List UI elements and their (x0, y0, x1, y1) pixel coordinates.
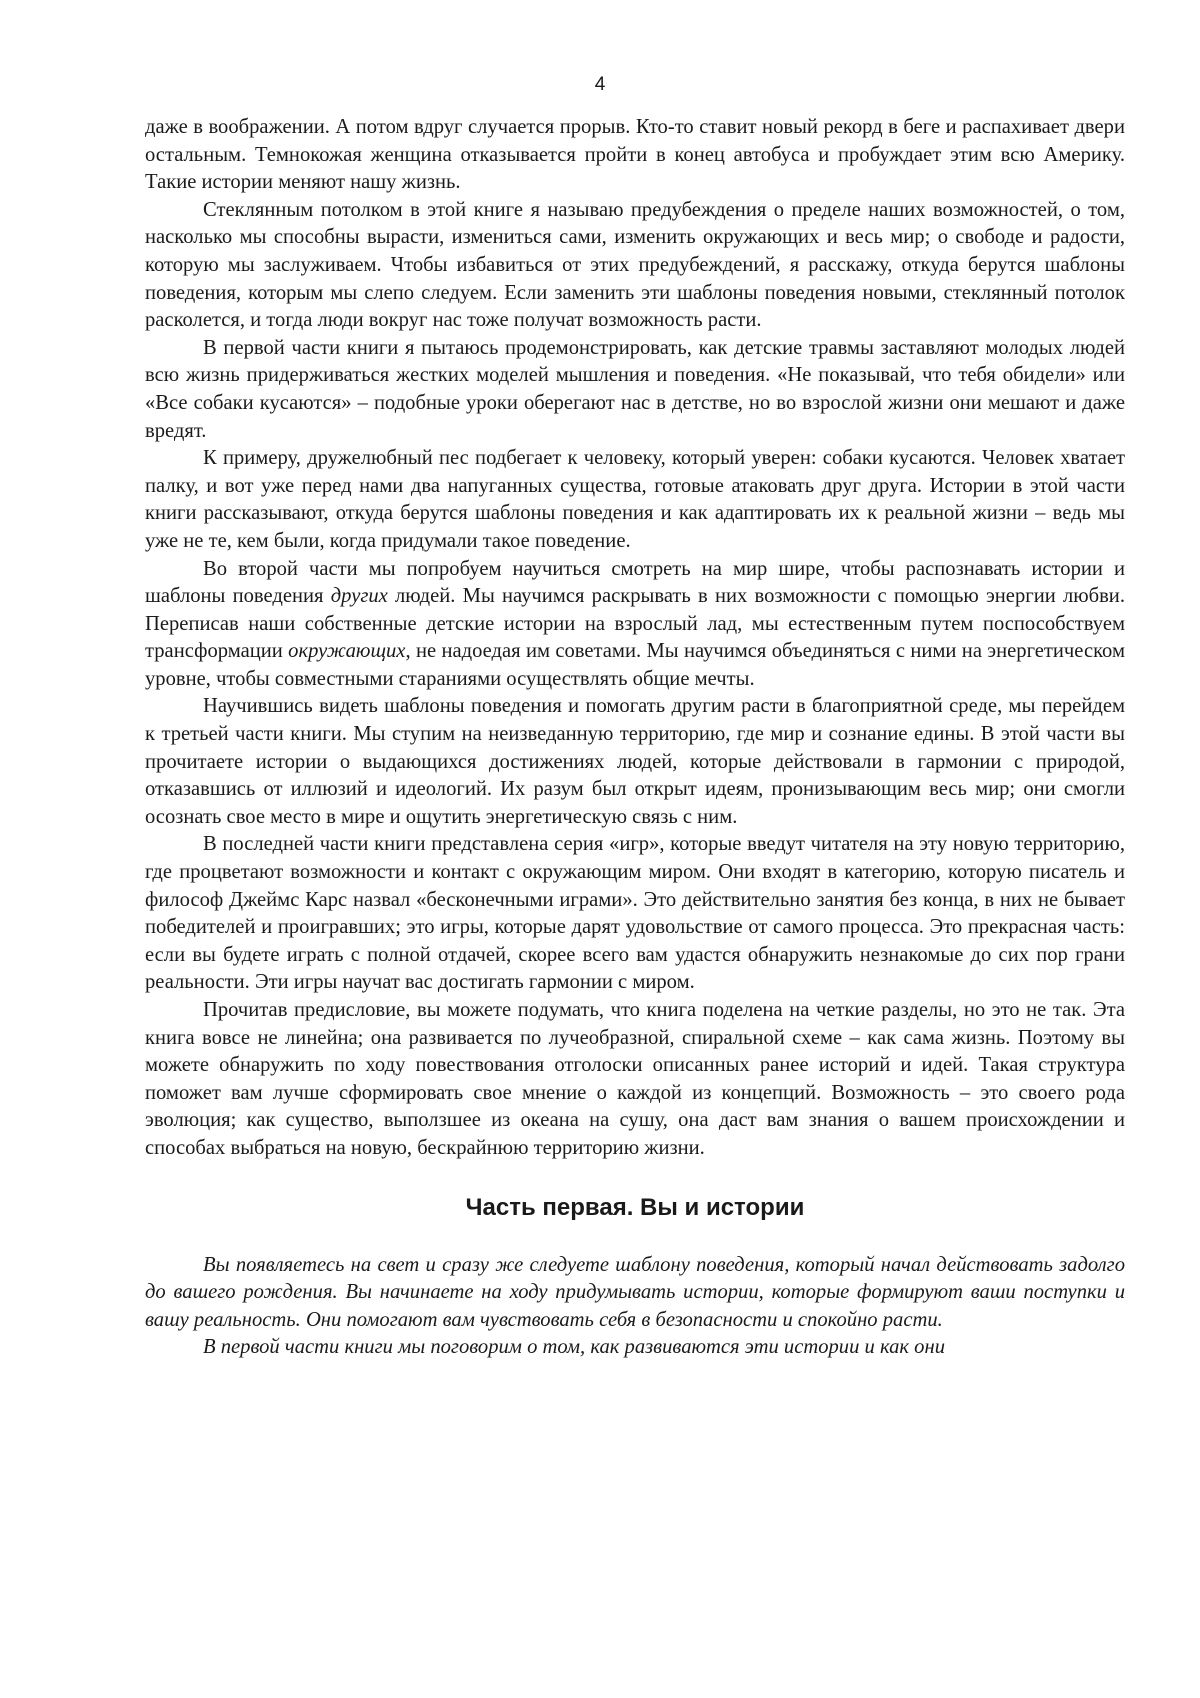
paragraph-glass-ceiling: Стеклянным потолком в этой книге я называю предубеждения о пределе наших возможностей, о том, насколько мы способны вырасти, измениться сами, изменить окружающих и весь мир; о свободе и радости, которую мы заслуживаем. Чтобы избавиться от этих предубеждений, я расскажу, откуда берутся шаблоны поведения, которым мы слепо следуем. Если заменить эти шаблоны поведения новыми, стеклянный потолок расколется, и тогда люди вокруг нас тоже получат возможность расти. (145, 198, 1125, 332)
paragraph-text-segment: людей. Мы научимся раскрывать в них возможности с помощью энергии любви. Переписав наши собственные детские истории на взрослый лад, мы естественным путем поспособствуем трансформации (145, 585, 1125, 663)
emphasis-others: других (330, 585, 388, 608)
paragraph-continuation: даже в воображении. А потом вдруг случается прорыв. Кто-то ставит новый рекорд в беге и распахивает двери остальным. Темнокожая женщина отказывается пройти в конец автобуса и пробуждает этим всю Америку. Такие истории меняют нашу жизнь. (145, 116, 1125, 194)
chapter-epigraph (145, 1252, 1125, 1362)
paragraph-part-two-overview (145, 556, 1125, 694)
epigraph-paragraph: Вы появляетесь на свет и сразу же следуете шаблону поведения, который начал действовать задолго до вашего рождения. Вы начинаете на ходу придумывать истории, которые формируют ваши поступки и вашу реальность. Они помогают вам чувствовать себя в безопасности и спокойно расти. (145, 1253, 1125, 1331)
paragraph-dog-example: К примеру, дружелюбный пес подбегает к человеку, который уверен: собаки кусаются. Человек хватает палку, и вот уже перед нами два напуганных существа, готовые атаковать друг друга. Истории в этой части книги рассказывают, откуда берутся шаблоны поведения и как адаптировать их к реальной жизни – ведь мы уже не те, кем были, когда придумали такое поведение. (145, 447, 1125, 552)
paragraph-games-overview: В последней части книги представлена серия «игр», которые введут читателя на эту новую территорию, где процветают возможности и контакт с окружающим миром. Они входят в категорию, которую писатель и философ Джеймс Карс назвал «бесконечными играми». Это действительно занятия без конца, в них не бывает победителей и проигравших; это игры, которые дарят удовольствие от самого процесса. Это прекрасная часть: если вы будете играть с полной отдачей, скорее всего вам удастся обнаружить незнакомые до сих пор грани реальности. Эти игры научат вас достигать гармонии с миром. (145, 833, 1125, 994)
page-content (145, 114, 1125, 1362)
paragraph-text-segment: , не надоедая им советами. Мы научимся объединяться с ними на энергетическом уровне, чтобы совместными стараниями осуществлять общие мечты. (145, 640, 1125, 690)
paragraph-part-three-overview: Научившись видеть шаблоны поведения и помогать другим расти в благоприятной среде, мы перейдем к третьей части книги. Мы ступим на неизведанную территорию, где мир и сознание едины. В этой части вы прочитаете истории о выдающихся достижениях людей, которые действовали в гармонии с природой, отказавшись от иллюзий и идеологий. Их разум был открыт идеям, пронизывающим весь мир; они смогли осознать свое место в мире и ощутить энергетическую связь с ним. (145, 695, 1125, 828)
paragraph-book-structure: Прочитав предисловие, вы можете подумать, что книга поделена на четкие разделы, но это не так. Эта книга вовсе не линейна; она развивается по лучеобразной, спиральной схеме – как сама жизнь. Поэтому вы можете обнаружить по ходу повествования отголоски описанных ранее историй и идей. Такая структура поможет вам лучше сформировать свое мнение о каждой из концепций. Возможность – это своего рода эволюция; как существо, выползшее из океана на сушу, она даст вам знания о вашем происхождении и способах выбраться на новую, бескрайнюю территорию жизни. (145, 999, 1125, 1159)
paragraph-text-segment: Во второй части мы попробуем научиться смотреть на мир шире, чтобы распознавать истории и шаблоны поведения (145, 557, 1125, 608)
paragraph-part-one-overview: В первой части книги я пытаюсь продемонстрировать, как детские травмы заставляют молодых людей всю жизнь придерживаться жестких моделей мышления и поведения. «Не показывай, что тебя обидели» или «Все собаки кусаются» – подобные уроки оберегают нас в детстве, но во взрослой жизни они мешают и даже вредят. (145, 336, 1125, 442)
epigraph-paragraph: В первой части книги мы поговорим о том, как развиваются эти истории и как они (203, 1336, 945, 1359)
chapter-heading: Часть первая. Вы и истории (465, 1193, 805, 1221)
page-number: 4 (594, 74, 606, 95)
emphasis-surrounding: окружающих (288, 640, 406, 663)
